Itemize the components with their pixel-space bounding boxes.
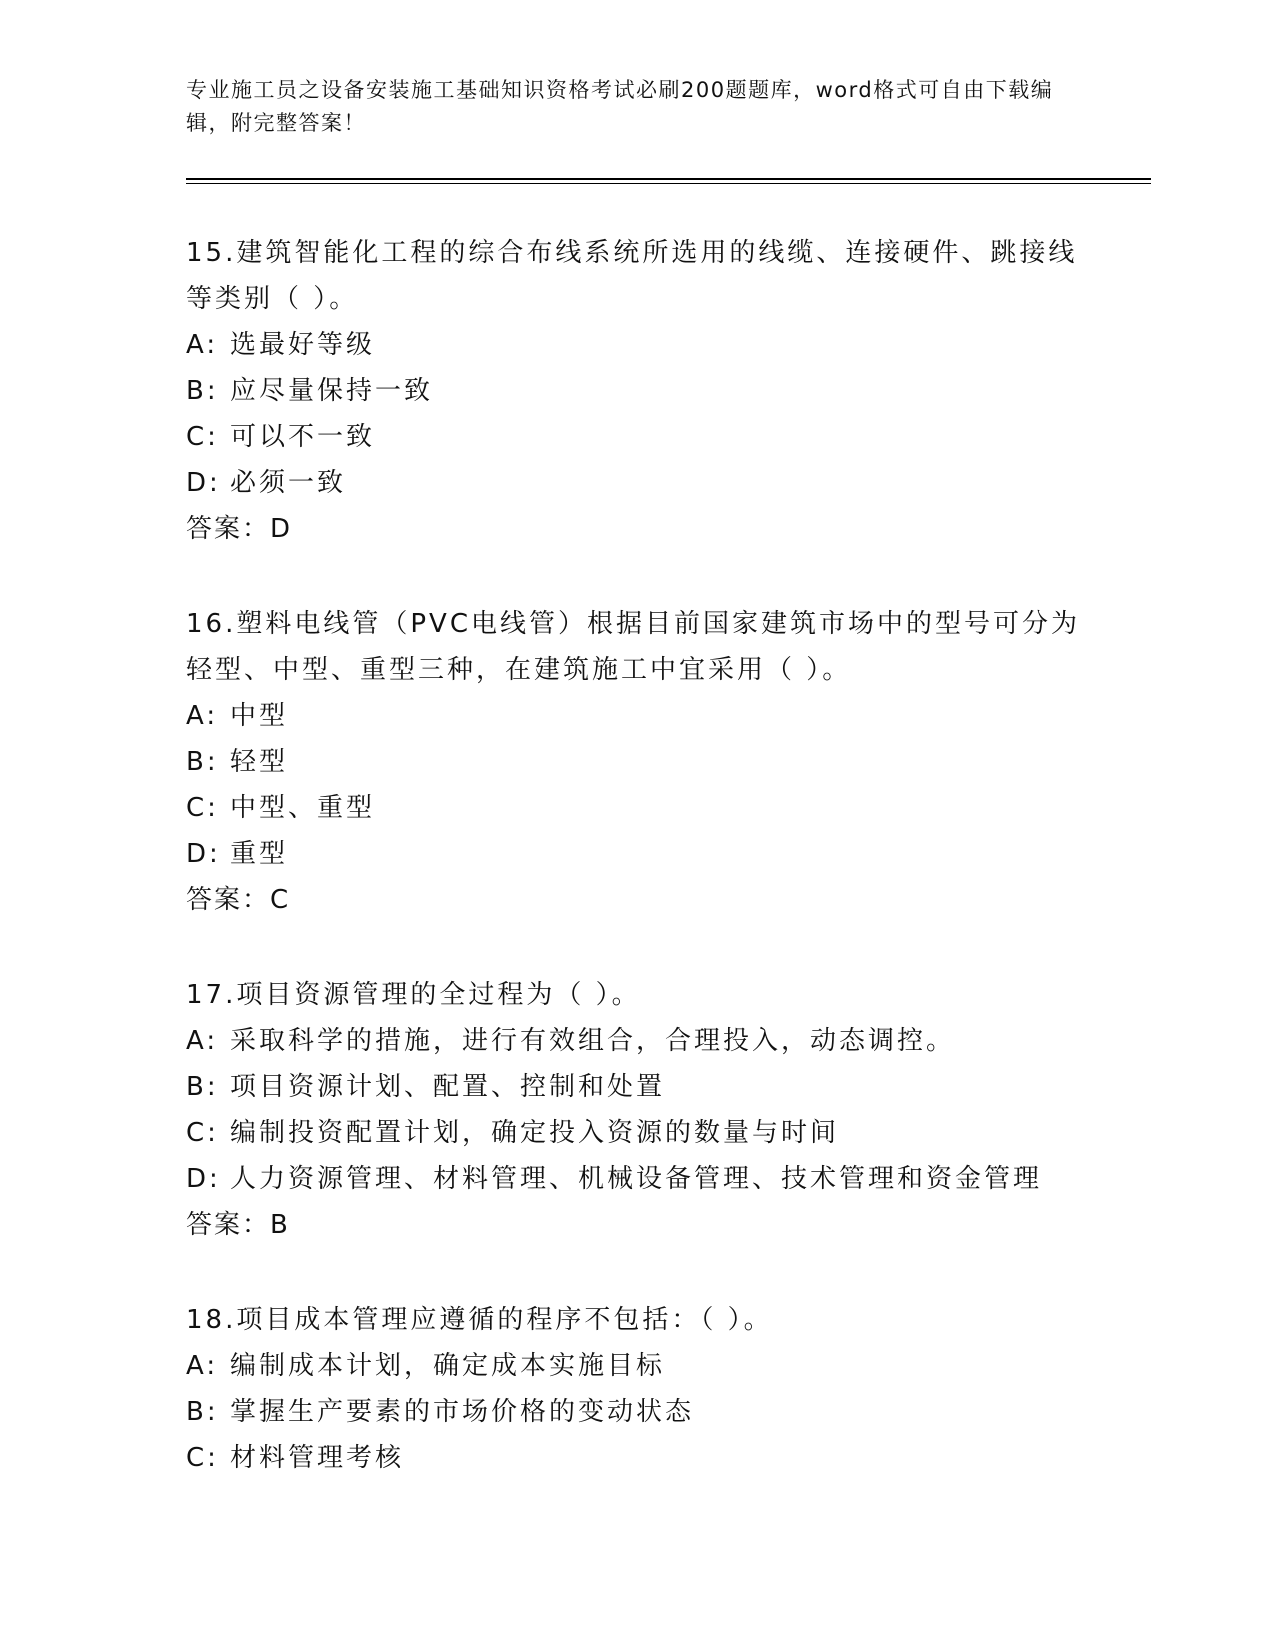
option-text: 材料管理考核 (230, 1443, 405, 1473)
option-key: B: (186, 747, 219, 777)
option-text: 编制成本计划，确定成本实施目标 (230, 1351, 666, 1381)
question-16 (186, 601, 1086, 923)
document-header: 专业施工员之设备安装施工基础知识资格考试必刷200题题库，word格式可自由下载编辑，附完整答案！ (186, 78, 1054, 135)
option-key: A: (186, 1026, 219, 1056)
option-key: B: (186, 1397, 219, 1427)
option-text: 中型 (230, 701, 289, 731)
option-b (186, 368, 1086, 414)
option-key: D: (186, 1164, 221, 1194)
option-text: 人力资源管理、材料管理、机械设备管理、技术管理和资金管理 (230, 1164, 1043, 1194)
header-divider-thin (186, 183, 1151, 184)
option-text: 掌握生产要素的市场价格的变动状态 (230, 1397, 695, 1427)
option-key: B: (186, 1072, 219, 1102)
option-a (186, 322, 1086, 368)
option-text: 编制投资配置计划，确定投入资源的数量与时间 (230, 1118, 840, 1148)
option-text: 重型 (230, 839, 289, 869)
answer-line: 答案：B (186, 1210, 290, 1240)
option-c (186, 414, 1086, 460)
option-key: D: (186, 839, 221, 869)
option-a (186, 1018, 1086, 1064)
header-divider-thick (186, 178, 1151, 180)
question-text: 17.项目资源管理的全过程为（ ）。 (186, 980, 641, 1010)
option-d (186, 1156, 1086, 1202)
option-key: A: (186, 330, 219, 360)
option-c (186, 1110, 1086, 1156)
question-text: 18.项目成本管理应遵循的程序不包括：（ ）。 (186, 1305, 773, 1335)
option-text: 必须一致 (230, 468, 347, 498)
option-key: C: (186, 793, 219, 823)
option-b (186, 739, 1086, 785)
option-a (186, 1343, 1086, 1389)
option-key: A: (186, 701, 219, 731)
option-text: 中型、重型 (230, 793, 376, 823)
option-d (186, 831, 1086, 877)
question-15 (186, 230, 1086, 552)
question-18 (186, 1297, 1086, 1481)
option-text: 轻型 (230, 747, 289, 777)
option-text: 可以不一致 (230, 422, 376, 452)
question-17 (186, 972, 1086, 1248)
option-b (186, 1389, 1086, 1435)
answer-line: 答案：C (186, 885, 291, 915)
question-list (186, 230, 1086, 1530)
option-key: D: (186, 468, 221, 498)
option-c (186, 785, 1086, 831)
answer-line: 答案：D (186, 514, 293, 544)
option-b (186, 1064, 1086, 1110)
option-d (186, 460, 1086, 506)
option-key: C: (186, 1443, 219, 1473)
question-text: 16.塑料电线管（PVC电线管）根据目前国家建筑市场中的型号可分为轻型、中型、重型三种，在建筑施工中宜采用（ ）。 (186, 609, 1080, 685)
option-text: 应尽量保持一致 (230, 376, 434, 406)
option-key: C: (186, 1118, 219, 1148)
option-c (186, 1435, 1086, 1481)
option-key: B: (186, 376, 219, 406)
option-key: A: (186, 1351, 219, 1381)
option-text: 选最好等级 (230, 330, 376, 360)
option-text: 项目资源计划、配置、控制和处置 (230, 1072, 666, 1102)
question-text: 15.建筑智能化工程的综合布线系统所选用的线缆、连接硬件、跳接线等类别（ ）。 (186, 238, 1078, 314)
option-text: 采取科学的措施，进行有效组合，合理投入，动态调控。 (230, 1026, 956, 1056)
option-key: C: (186, 422, 219, 452)
option-a (186, 693, 1086, 739)
